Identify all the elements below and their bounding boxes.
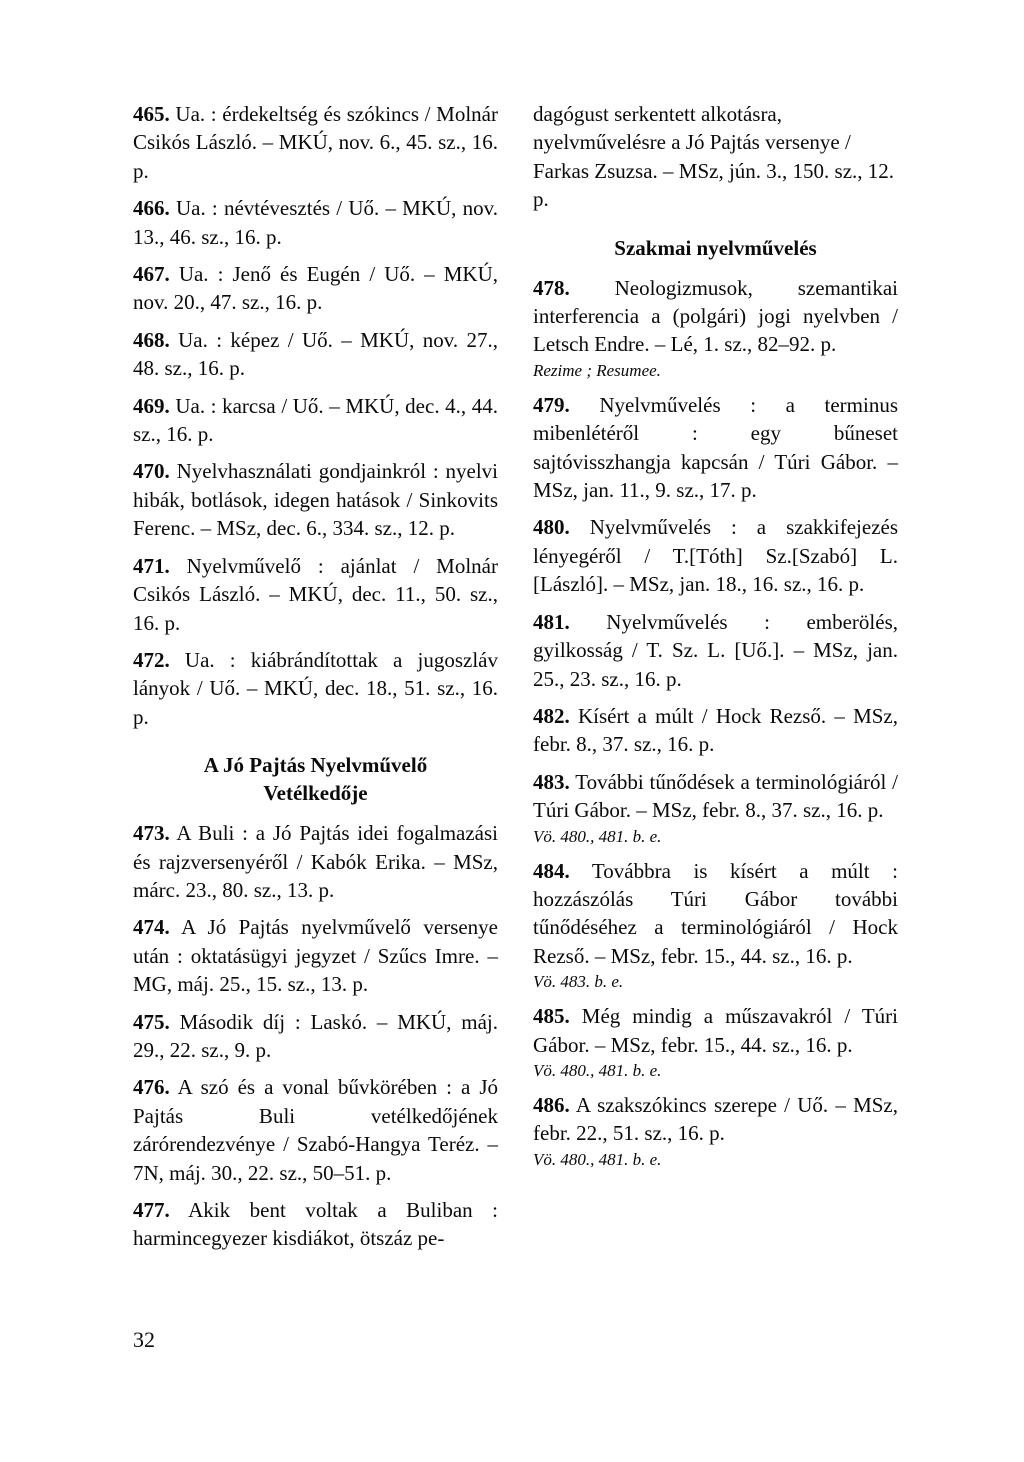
bibliography-entry: [133, 260, 498, 317]
entry-text: Második díj : Laskó. – MKÚ, máj. 29., 22. sz., 9. p.: [133, 1009, 498, 1062]
entry-number: 477.: [133, 1198, 170, 1222]
entry-note: Vö. 480., 481. b. e.: [533, 1149, 662, 1169]
bibliography-entry: [133, 646, 498, 731]
entry-number: 475.: [133, 1009, 170, 1034]
bibliography-entry: [133, 1196, 498, 1253]
entry-note: Vö. 480., 481. b. e.: [533, 826, 662, 846]
entry-text: Ua. : névtévesztés / Uő. – MKÚ, nov. 13., 46. sz., 16. p.: [133, 196, 499, 249]
entry-number: 470.: [133, 459, 170, 484]
entry-text: Ua. : Jenő és Eugén / Uő. – MKÚ, nov. 20., 47. sz., 16. p.: [133, 262, 498, 315]
bibliography-entry: [533, 391, 898, 505]
entry-text: Ua. : kiábrándítottak a jugoszláv lányok / Uő. – MKÚ, dec. 18., 51. sz., 16. p.: [133, 647, 498, 729]
entry-number: 472.: [133, 647, 170, 672]
entry-text: További tűnődések a terminológiáról / Túri Gábor. – MSz, febr. 8., 37. sz., 16. p.: [533, 769, 898, 823]
entry-number: 484.: [533, 858, 570, 883]
entry-number: 469.: [133, 393, 170, 418]
entry-text: Továbbra is kísért a múlt : hozzászólás Túri Gábor további tűnődéséhez a terminológiáról / Hock Rezső. – MSz, febr. 15., 44. sz., 16. p.: [533, 858, 898, 968]
bibliography-entry: [533, 768, 898, 848]
entry-text: Ua. : érdekeltség és szókincs / Molnár Csikós László. – MKÚ, nov. 6., 45. sz., 16. p.: [133, 102, 498, 183]
entry-text: A szó és a vonal bűvkörében : a Jó Pajtás Buli vetélkedőjének zárórendezvénye / Szabó-Hangya Teréz. – 7N, máj. 30., 22. sz., 50–51. p.: [133, 1075, 498, 1185]
left-column: [133, 100, 498, 1262]
right-entries-group: [533, 274, 898, 1171]
entry-number: 473.: [133, 821, 170, 846]
entry-number: 486.: [533, 1092, 570, 1117]
left-entries-group-b: [133, 819, 498, 1253]
entry-text: Neologizmusok, szemantikai interferencia a (polgári) jogi nyelvben / Letsch Endre. – Lé, 1. sz., 82–92. p.: [533, 275, 898, 357]
bibliography-entry: [533, 608, 898, 693]
entry-text: Nyelvhasználati gondjainkról : nyelvi hibák, botlások, idegen hatások / Sinkovits Ferenc. – MSz, dec. 6., 334. sz., 12. p.: [133, 459, 499, 541]
entry-note: Vö. 480., 481. b. e.: [533, 1060, 662, 1080]
bibliography-entry: [533, 857, 898, 994]
entry-text: Ua. : karcsa / Uő. – MKÚ, dec. 4., 44. sz., 16. p.: [133, 393, 499, 447]
bibliography-entry: [533, 274, 898, 382]
entry-number: 483.: [533, 769, 570, 794]
right-column: [533, 100, 898, 1180]
entry-number: 479.: [533, 392, 570, 417]
entry-text: Nyelvművelés : emberölés, gyilkosság / T. Sz. L. [Uő.]. – MSz, jan. 25., 23. sz., 16. p.: [533, 609, 899, 691]
bibliography-entry: [133, 552, 498, 637]
section-heading-line: A Jó Pajtás Nyelvművelő: [203, 753, 428, 778]
entry-number: 482.: [533, 703, 570, 728]
bibliography-entry: [133, 457, 498, 542]
bibliography-entry: [533, 702, 898, 759]
bibliography-entry: [133, 913, 498, 998]
entry-number: 465.: [133, 102, 170, 126]
entry-text: Akik bent voltak a Buliban : harmincegyezer kisdiákot, ötszáz pe-: [133, 1198, 499, 1251]
entry-text: Kísért a múlt / Hock Rezső. – MSz, febr. 8., 37. sz., 16. p.: [533, 703, 899, 757]
bibliography-entry: [133, 326, 498, 383]
entry-number: 480.: [533, 515, 570, 540]
bibliography-entry: [533, 1091, 898, 1171]
bibliography-entry: [133, 1073, 498, 1187]
entry-text: A szakszókincs szerepe / Uő. – MSz, febr. 22., 51. sz., 16. p.: [533, 1092, 898, 1146]
bibliography-entry: [133, 100, 498, 185]
entry-number: 481.: [533, 609, 570, 634]
entry-number: 485.: [533, 1004, 570, 1029]
section-heading-szakmai: Szakmai nyelvművelés: [614, 235, 817, 260]
bibliography-entry: [133, 1008, 498, 1065]
entry-number: 478.: [533, 275, 570, 300]
entry-number: 471.: [133, 553, 170, 578]
left-entries-group-a: [133, 100, 498, 731]
entry-number: 466.: [133, 196, 170, 221]
bibliography-entry: [133, 194, 498, 251]
bibliography-entry: [533, 513, 898, 598]
entry-text: A Jó Pajtás nyelvművelő versenye után : oktatásügyi jegyzet / Szűcs Imre. – MG, máj. 25., 15. sz., 13. p.: [133, 915, 499, 997]
entry-text: Ua. : képez / Uő. – MKÚ, nov. 27., 48. sz., 16. p.: [133, 327, 498, 381]
section-heading-line: Vetélkedője: [263, 781, 368, 806]
continued-entry-text: dagógust serkentett alkotásra, nyelvművelésre a Jó Pajtás versenye / Farkas Zsuzsa. – MSz, jún. 3., 150. sz., 12. p.: [533, 102, 895, 212]
entry-number: 476.: [133, 1075, 170, 1100]
entry-text: Nyelvművelés : a szakkifejezés lényegéről / T.[Tóth] Sz.[Szabó] L.[László]. – MSz, jan. 18., 16. sz., 16. p.: [533, 515, 899, 597]
entry-text: Nyelvművelés : a terminus mibenlétéről : egy bűneset sajtóvisszhangja kapcsán / Túri Gábor. – MSz, jan. 11., 9. sz., 17. p.: [533, 392, 898, 503]
bibliography-entry: [533, 1002, 898, 1082]
entry-text: Még mindig a műszavakról / Túri Gábor. – MSz, febr. 15., 44. sz., 16. p.: [533, 1004, 899, 1057]
page-number: 32: [133, 1327, 155, 1352]
entry-number: 467.: [133, 262, 170, 287]
entry-note: Rezime ; Resumee.: [533, 360, 661, 380]
bibliography-entry: [133, 819, 498, 904]
entry-number: 468.: [133, 327, 170, 352]
entry-note: Vö. 483. b. e.: [533, 972, 624, 992]
bibliography-entry: [133, 392, 498, 449]
entry-text: A Buli : a Jó Pajtás idei fogalmazási és rajzversenyéről / Kabók Erika. – MSz, márc. 23., 80. sz., 13. p.: [133, 821, 499, 902]
entry-text: Nyelvművelő : ajánlat / Molnár Csikós László. – MKÚ, dec. 11., 50. sz., 16. p.: [133, 553, 498, 635]
entry-number: 474.: [133, 915, 170, 940]
section-heading-jo-pajtas: [133, 751, 498, 807]
